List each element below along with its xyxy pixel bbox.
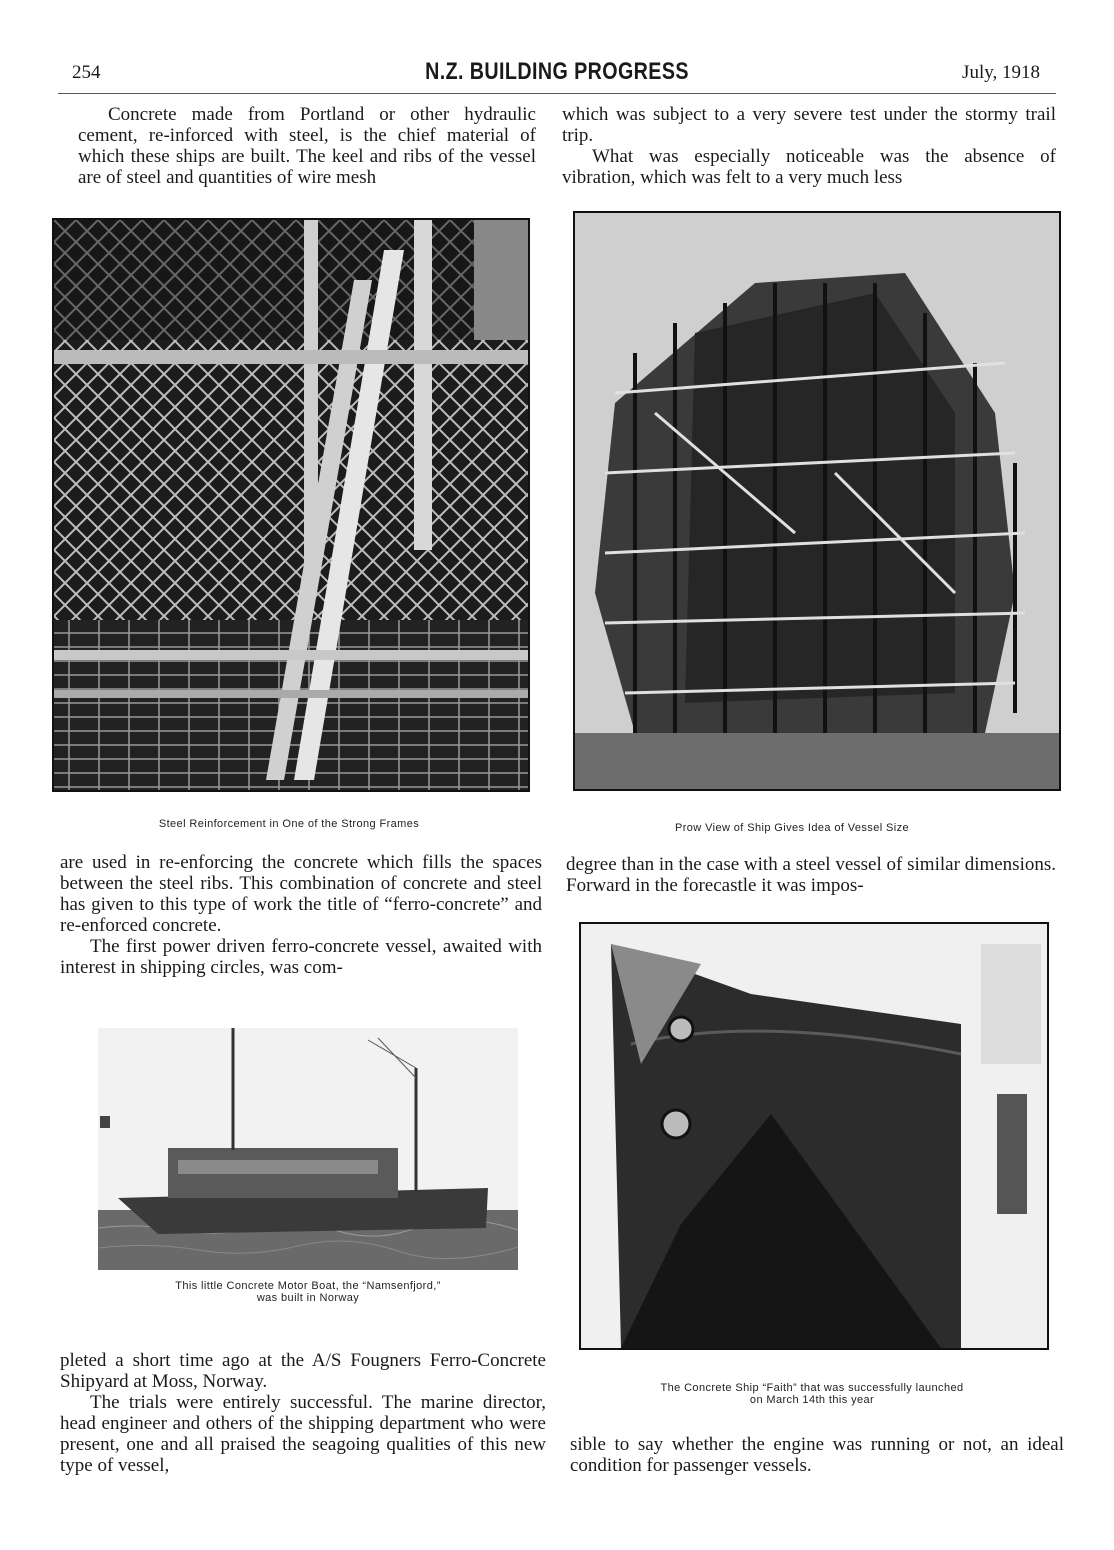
photo-prow-view [573,211,1061,791]
photo-steel-frames [52,218,530,792]
photo-faith-ship [579,922,1049,1350]
faith-ship-hull-image [581,924,1047,1348]
caption-steel-frames: Steel Reinforcement in One of the Strong Frames [158,818,420,830]
right-column-bottom [570,1434,1064,1476]
publication-title: N.Z. BUILDING PROGRESS [425,58,689,85]
issue-date: July, 1918 [962,62,1040,83]
left-column-top [78,104,536,188]
right-paragraph-1: which was subject to a very severe test under the stormy trail trip. [562,104,1056,146]
prow-scaffolding-image [575,213,1059,789]
left-paragraph-3: The first power driven ferro-concrete vessel, awaited with interest in shipping circles, was com- [60,936,542,978]
caption-motor-boat [98,1280,518,1304]
right-column-top [562,104,1056,188]
right-paragraph-2: What was especially noticeable was the absence of vibration, which was felt to a very much less [562,146,1056,188]
steel-lattice-image [54,220,528,790]
right-column-middle [566,854,1056,896]
caption-faith-ship [579,1382,1045,1406]
left-paragraph-5: The trials were entirely successful. The marine director, head engineer and others of the shipping department who were present, one and all praised the seagoing qualities of this new type of vessel, [60,1392,546,1476]
right-paragraph-4: sible to say whether the engine was running or not, an ideal condition for passenger vessels. [570,1434,1064,1476]
right-paragraph-3: degree than in the case with a steel vessel of similar dimensions. Forward in the forecastle it was impos- [566,854,1056,896]
left-paragraph-2: are used in re-enforcing the concrete which fills the spaces between the steel ribs. This combination of concrete and steel has given to this type of work the title of “ferro-concrete” and re-enforced concrete. [60,852,542,936]
left-column-bottom [60,1350,546,1476]
caption-motor-boat-line1: This little Concrete Motor Boat, the “Namsenfjord,” [175,1280,441,1292]
left-paragraph-1: Concrete made from Portland or other hydraulic cement, re-inforced with steel, is the chief material of which these ships are built. The keel and ribs of the vessel are of steel and quantities of wire mesh [78,104,536,188]
caption-prow-view: Prow View of Ship Gives Idea of Vessel Size [674,822,910,834]
caption-faith-ship-line1: The Concrete Ship “Faith” that was successfully launched [660,1382,964,1394]
photo-motor-boat [98,1028,518,1270]
caption-faith-ship-line2: on March 14th this year [749,1394,875,1406]
left-column-middle [60,852,542,978]
motor-boat-image [98,1028,518,1270]
page-number: 254 [72,62,101,83]
caption-motor-boat-line2: was built in Norway [256,1292,360,1304]
left-paragraph-4: pleted a short time ago at the A/S Fougners Ferro-Concrete Shipyard at Moss, Norway. [60,1350,546,1392]
header-rule [58,93,1056,94]
